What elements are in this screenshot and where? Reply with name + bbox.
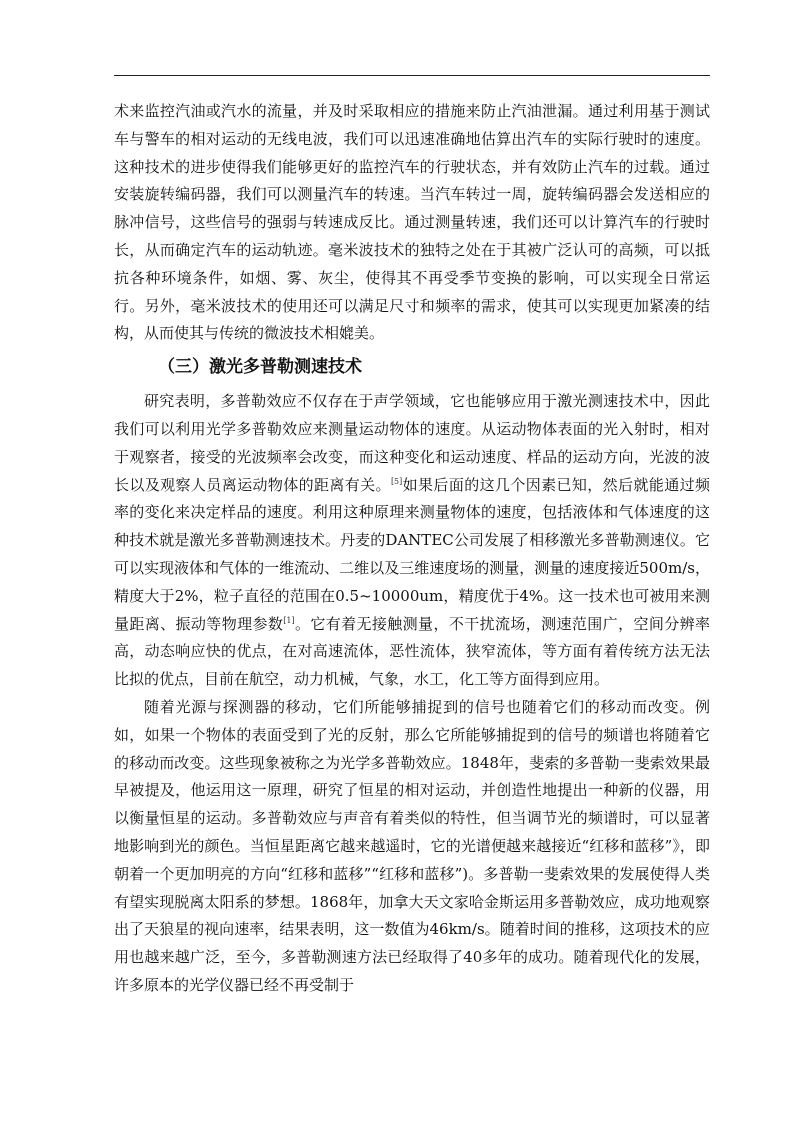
page-body [114, 98, 710, 1000]
paragraph-2-text-c: 。它有着无接触测量，不干扰流场，测速范围广，空间分辨率高，动态响应快的优点，在对高速流体，恶性流体，狭窄流体，等方面有着传统方法无法比拟的优点，目前在航空，动力机械，气象，水工，化工等方面得到应用。 [114, 614, 710, 689]
paragraph-2-text-a: 研究表明，多普勒效应不仅存在于声学领域，它也能够应用于激光测速技术中，因此我们可以利用光学多普勒效应来测量运动物体的速度。从运动物体表面的光入射时，相对于观察者，接受的光波频率会改变，而这种变化和运动速度、样品的运动方向，光波的波长以及观察人员离运动物体的距离有关。 [114, 392, 710, 494]
citation-5[interactable]: [5] [390, 476, 403, 486]
paragraph-3: 随着光源与探测器的移动，它们所能够捕捉到的信号也随着它们的移动而改变。例如，如果一个物体的表面受到了光的反射，那么它所能够捕捉到的信号的频谱也将随着它的移动而改变。这些现象被称之为光学多普勒效应。1848年，斐索的多普勒一斐索效果最早被提及，他运用这一原理，研究了恒星的相对运动，并创造性地提出一种新的仪器，用以衡量恒星的运动。多普勒效应与声音有着类似的特性，但当调节光的频谱时，可以显著地影响到光的颜色。当恒星距离它越来越遥时，它的光谱便越来越接近“红移和蓝移”》，即朝着一个更加明亮的方向“红移和蓝移”“红移和蓝移”)。多普勒一斐索效果的发展使得人类有望实现脱离太阳系的梦想。1868年，加拿大天文家哈金斯运用多普勒效应，成功地观察出了天狼星的视向速率，结果表明，这一数值为46km/s。随着时间的推移，这项技术的应用也越来越广泛，至今，多普勒测速方法已经取得了40多年的成功。随着现代化的发展，许多原本的光学仪器已经不再受制于 [114, 697, 710, 994]
section-heading: （三）激光多普勒测速技术 [158, 357, 362, 378]
paragraph-1: 术来监控汽油或汽水的流量，并及时采取相应的措施来防止汽油泄漏。通过利用基于测试车与警车的相对运动的无线电波，我们可以迅速准确地估算出汽车的实际行驶时的速度。这种技术的进步使得我们能够更好的监控汽车的行驶状态，并有效防止汽车的过载。通过安装旋转编码器，我们可以测量汽车的转速。当汽车转过一周，旋转编码器会发送相应的脉冲信号，这些信号的强弱与转速成反比。通过测量转速，我们还可以计算汽车的行驶时长，从而确定汽车的运动轨迹。毫米波技术的独特之处在于其被广泛认可的高频，可以抵抗各种环境条件，如烟、雾、灰尘，使得其不再受季节变换的影响，可以实现全日常运行。另外，毫米波技术的使用还可以满足尺寸和频率的需求，使其可以实现更加紧凑的结构，从而使其与传统的微波技术相媲美。 [114, 102, 710, 343]
citation-1[interactable]: [1] [283, 615, 295, 625]
header-rule [114, 75, 710, 76]
paragraph-2 [114, 388, 710, 694]
paragraph-2-text-b: 如果后面的这几个因素已知，然后就能通过频率的变化来决定样品的速度。利用这种原理来测量物体的速度，包括液体和气体速度的这种技术就是激光多普勒测速技术。丹麦的DANTEC公司发展了相移激光多普勒测速仪。它可以实现液体和气体的一维流动、二维以及三维速度场的测量，测量的速度接近500m/s，精度大于2%，粒子直径的范围在0.5~10000um，精度优于4%。这一技术也可被用来测量距离、振动等物理参数 [114, 475, 710, 633]
